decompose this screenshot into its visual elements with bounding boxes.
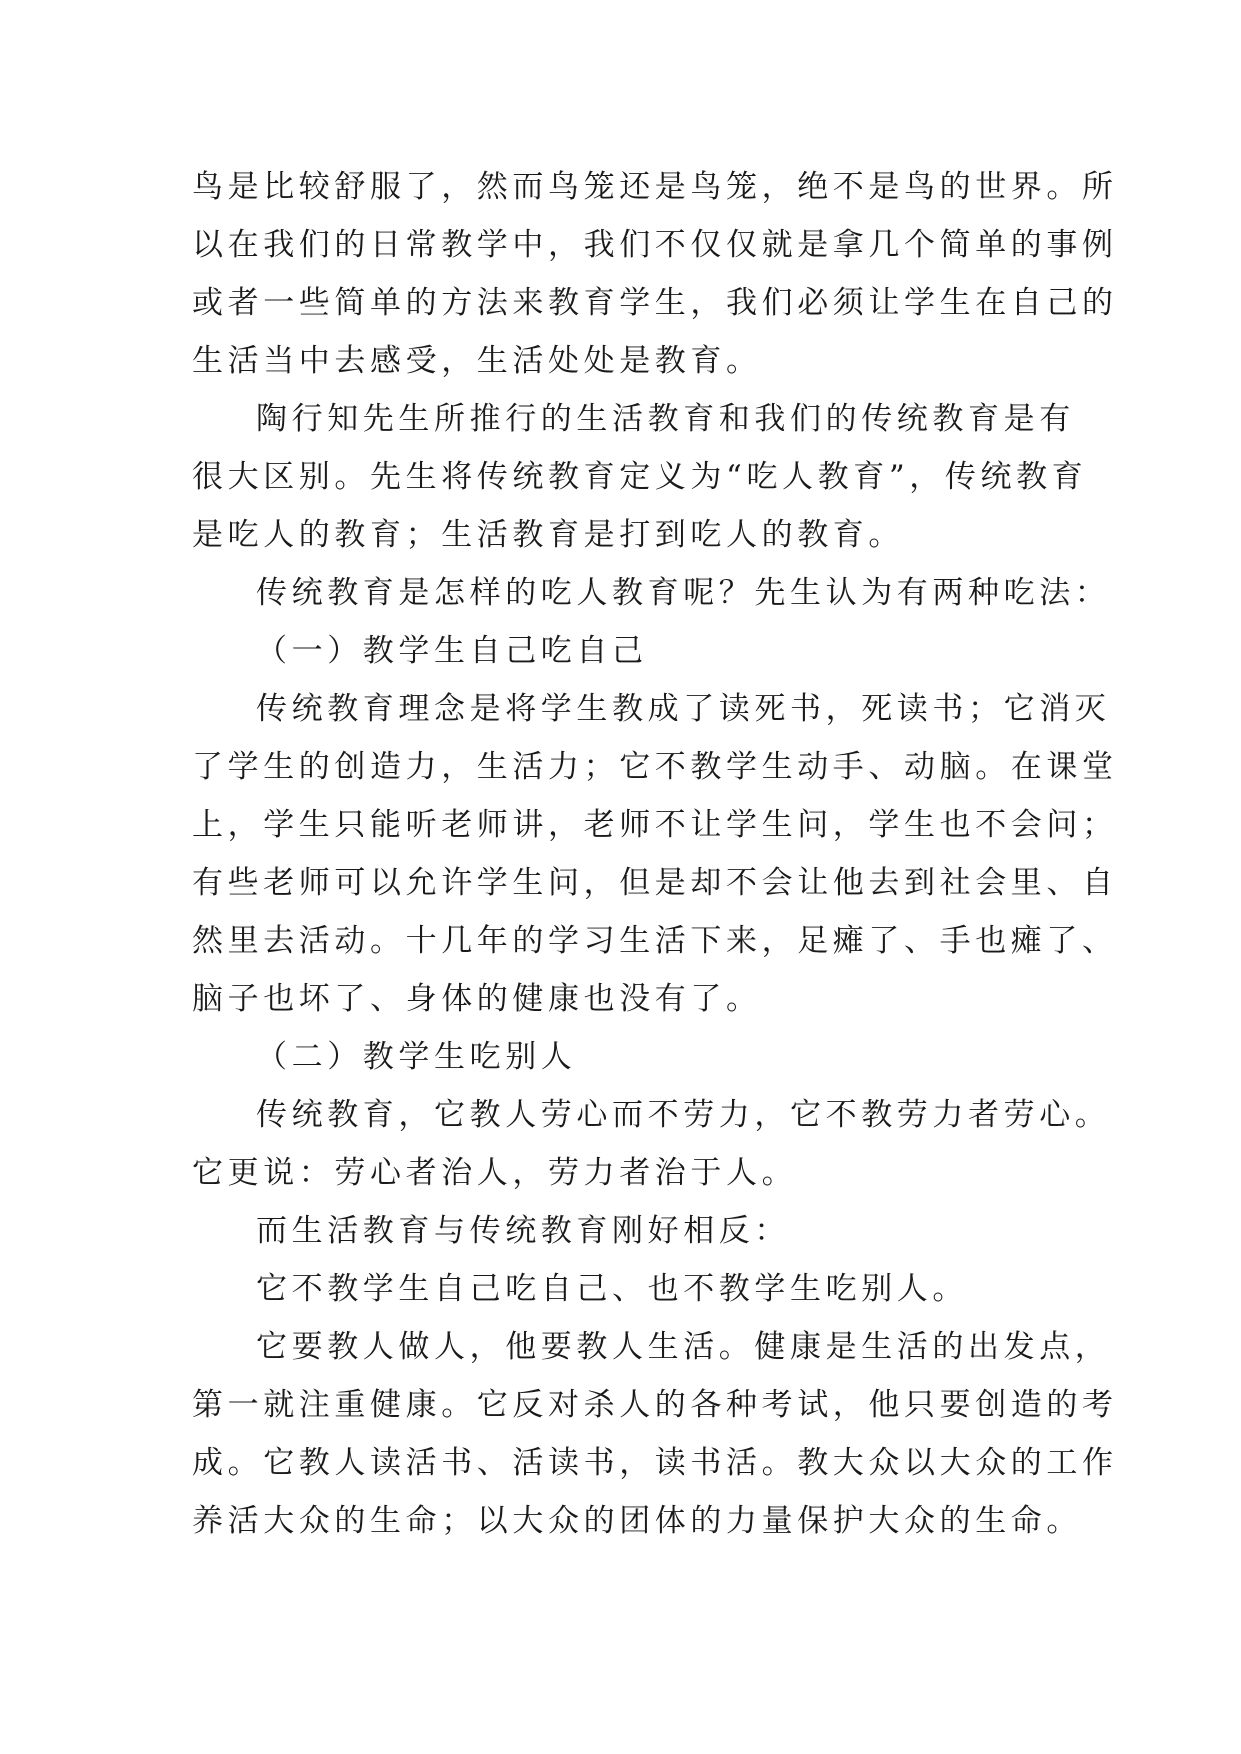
text-line: 成。它教人读活书、活读书，读书活。教大众以大众的工作 bbox=[192, 1445, 1118, 1481]
text-line: 很大区别。先生将传统教育定义为“吃人教育”，传统教育 bbox=[192, 459, 1088, 495]
text-line: 生活当中去感受，生活处处是教育。 bbox=[192, 343, 762, 379]
paragraph-start-line: 传统教育是怎样的吃人教育呢？先生认为有两种吃法： bbox=[256, 575, 1111, 611]
paragraph-start-line: 传统教育，它教人劳心而不劳力，它不教劳力者劳心。 bbox=[256, 1097, 1111, 1133]
text-line: 然里去活动。十几年的学习生活下来，足瘫了、手也瘫了、 bbox=[192, 923, 1118, 959]
paragraph-start-line: 它要教人做人，他要教人生活。健康是生活的出发点， bbox=[256, 1329, 1111, 1365]
text-line: 或者一些简单的方法来教育学生，我们必须让学生在自己的 bbox=[192, 285, 1118, 321]
section-heading-two: （二）教学生吃别人 bbox=[256, 1039, 577, 1075]
paragraph-start-line: 陶行知先生所推行的生活教育和我们的传统教育是有 bbox=[256, 401, 1075, 437]
text-line: 它更说：劳心者治人，劳力者治于人。 bbox=[192, 1155, 798, 1191]
paragraph-start-line: 而生活教育与传统教育刚好相反： bbox=[256, 1213, 790, 1249]
text-line: 养活大众的生命；以大众的团体的力量保护大众的生命。 bbox=[192, 1503, 1082, 1539]
text-line: 是吃人的教育；生活教育是打到吃人的教育。 bbox=[192, 517, 904, 553]
text-line: 了学生的创造力，生活力；它不教学生动手、动脑。在课堂 bbox=[192, 749, 1118, 785]
paragraph-start-line: 它不教学生自己吃自己、也不教学生吃别人。 bbox=[256, 1271, 968, 1307]
text-line: 脑子也坏了、身体的健康也没有了。 bbox=[192, 981, 762, 1017]
text-line: 第一就注重健康。它反对杀人的各种考试，他只要创造的考 bbox=[192, 1387, 1118, 1423]
paragraph-start-line: 传统教育理念是将学生教成了读死书，死读书；它消灭 bbox=[256, 691, 1111, 727]
section-heading-one: （一）教学生自己吃自己 bbox=[256, 633, 648, 669]
text-line: 鸟是比较舒服了，然而鸟笼还是鸟笼，绝不是鸟的世界。所 bbox=[192, 169, 1118, 205]
text-line: 以在我们的日常教学中，我们不仅仅就是拿几个简单的事例 bbox=[192, 227, 1118, 263]
text-line: 有些老师可以允许学生问，但是却不会让他去到社会里、自 bbox=[192, 865, 1118, 901]
text-line: 上，学生只能听老师讲，老师不让学生问，学生也不会问； bbox=[192, 807, 1118, 843]
